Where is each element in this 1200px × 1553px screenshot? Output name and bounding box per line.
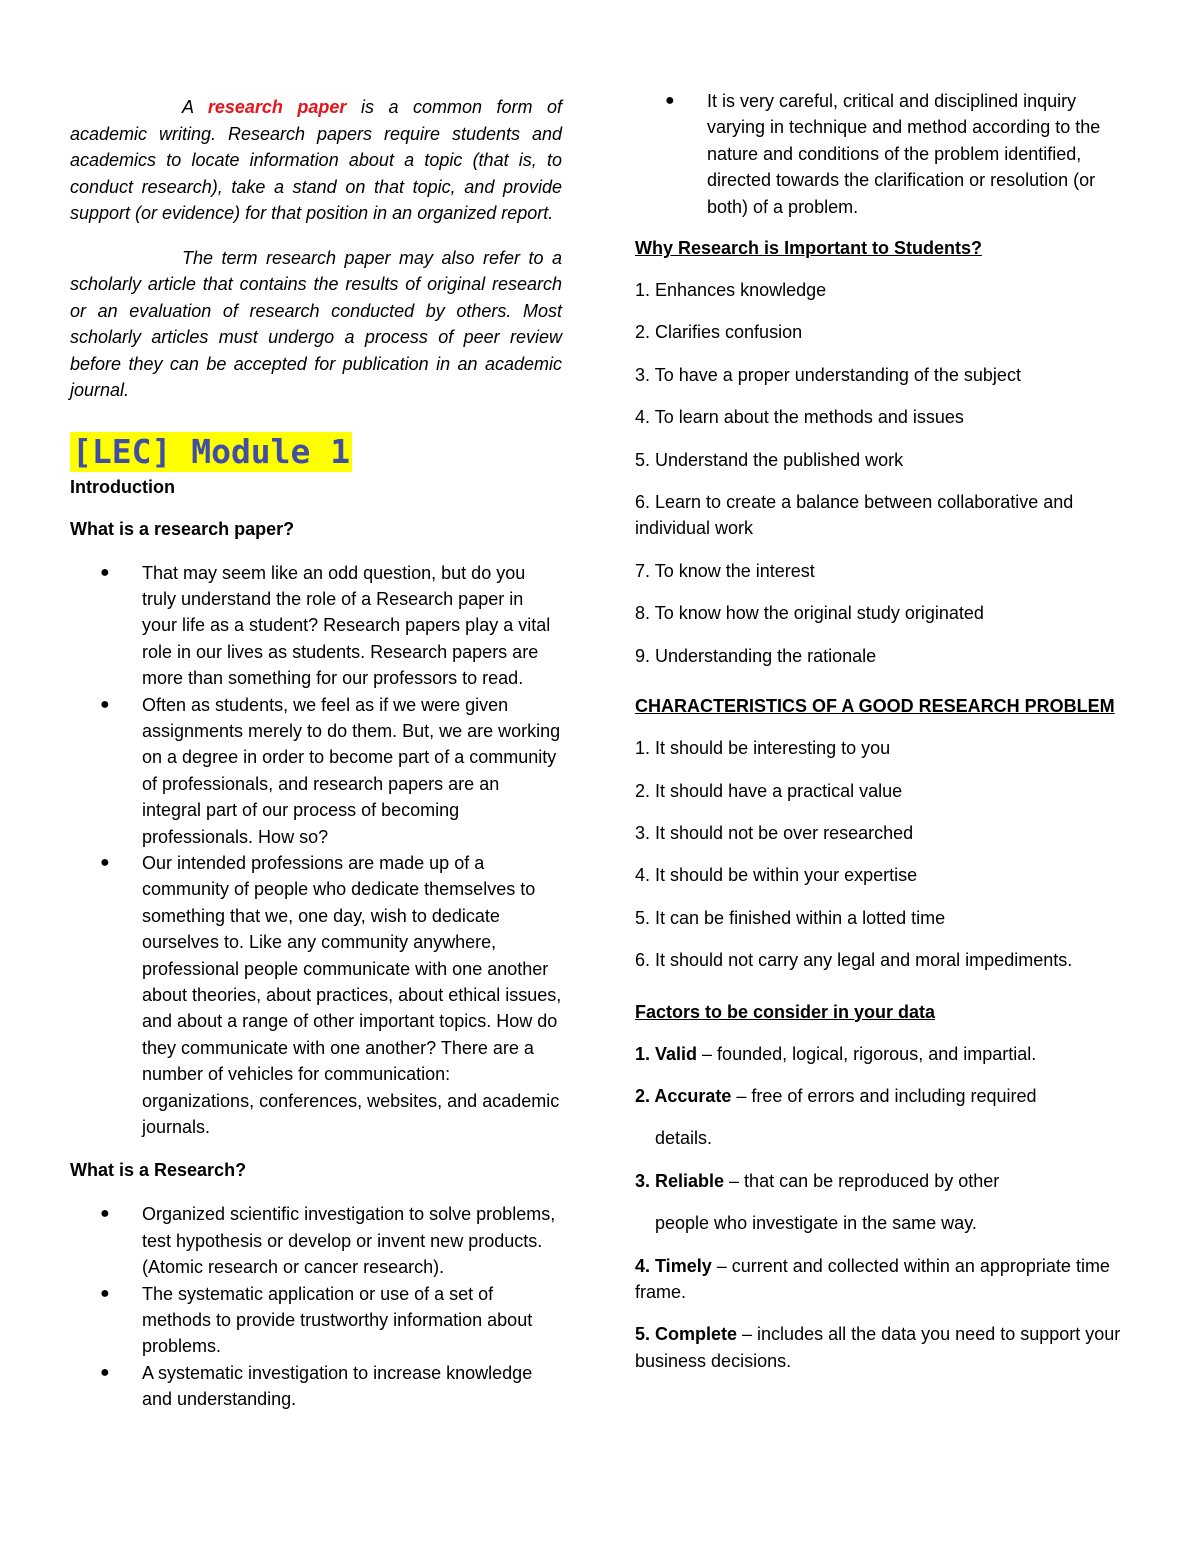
what-is-research-heading: What is a Research? (70, 1160, 247, 1181)
bullet-text: That may seem like an odd question, but do you truly understand the role of a Research paper in your life as a student? Research papers play a vital role in our lives as students. Research papers are more than something for our professors to read. (142, 562, 551, 689)
list-item (635, 489, 1125, 542)
item-text: Learn to create a balance between collaborative and individual work (635, 492, 1074, 539)
item-number: 3. (635, 822, 651, 843)
characteristics-heading: CHARACTERISTICS OF A GOOD RESEARCH PROBLEM (635, 696, 1115, 717)
introduction-heading: Introduction (70, 476, 175, 497)
why-research-heading: Why Research is Important to Students? (635, 238, 983, 259)
factor-continuation: people who investigate in the same way. (655, 1213, 977, 1234)
list-item (635, 905, 1125, 931)
research-definition-bullets (70, 1201, 562, 1412)
list-item (635, 404, 1125, 430)
factors-heading: Factors to be consider in your data (635, 1001, 936, 1022)
item-number: 6. (635, 950, 651, 971)
module-title: [LEC] Module 1 (72, 431, 351, 471)
list-item (635, 319, 1125, 345)
research-inquiry-bullets (635, 88, 1125, 220)
list-item (70, 1281, 562, 1360)
item-text: It should be interesting to you (650, 738, 891, 759)
list-item (635, 362, 1125, 388)
factors-list (635, 1041, 1125, 1375)
research-paper-bullets (70, 560, 562, 1141)
item-text: It should not be over researched (650, 822, 914, 843)
item-text: Understand the published work (650, 449, 904, 470)
left-column (70, 0, 562, 1413)
factor-description: – includes all the data you need to support your business decisions. (635, 1324, 1121, 1371)
item-text: To learn about the methods and issues (650, 407, 964, 428)
factor-term: Timely (650, 1255, 712, 1276)
bullet-icon: ● (100, 1284, 110, 1302)
item-number: 1. (635, 738, 651, 759)
intro-rest: is a common form of academic writing. Research papers require students and academics to locate information about a topic (that is, to conduct research), take a stand on that topic, and provide support (or evidence) for that position in an organized report. (70, 97, 563, 223)
factor-term: Accurate (650, 1085, 732, 1106)
item-number: 9. (635, 645, 651, 666)
item-text: To have a proper understanding of the subject (650, 364, 1021, 385)
factor-description: – that can be reproduced by other (724, 1170, 1000, 1191)
item-number: 5. (635, 449, 651, 470)
list-item (635, 88, 1125, 220)
item-text: It should have a practical value (650, 780, 903, 801)
factor-number: 1. (635, 1043, 651, 1064)
factor-term: Valid (650, 1043, 698, 1064)
factor-item (635, 1083, 1125, 1109)
list-item (70, 560, 562, 692)
item-text: Enhances knowledge (650, 280, 827, 301)
bullet-icon: ● (100, 1205, 110, 1223)
why-research-list (635, 277, 1125, 669)
intro-paragraph-1 (70, 94, 562, 227)
factor-description: – free of errors and including required (731, 1085, 1037, 1106)
factor-continuation: details. (655, 1128, 713, 1149)
factor-number: 2. (635, 1085, 651, 1106)
item-text: To know how the original study originated (650, 603, 984, 624)
factor-number: 3. (635, 1170, 651, 1191)
factor-description: – current and collected within an appropriate time frame. (635, 1255, 1110, 1302)
bullet-icon: ● (665, 92, 675, 109)
bullet-icon: ● (100, 853, 110, 871)
item-number: 8. (635, 603, 651, 624)
factor-number: 4. (635, 1255, 651, 1276)
item-number: 1. (635, 280, 651, 301)
list-item (635, 820, 1125, 846)
list-item (635, 447, 1125, 473)
item-text: To know the interest (650, 560, 815, 581)
bullet-text: It is very careful, critical and disciplined inquiry varying in technique and method according to the nature and conditions of the problem identified, directed towards the clarification or resolution (or both) of a problem. (707, 91, 1101, 217)
item-number: 4. (635, 865, 651, 886)
factor-item (635, 1321, 1125, 1374)
research-paper-highlight: research paper (207, 97, 347, 117)
bullet-icon: ● (100, 695, 110, 713)
factor-item (635, 1168, 1125, 1194)
bullet-icon: ● (100, 1363, 110, 1381)
item-number: 5. (635, 907, 651, 928)
list-item (635, 558, 1125, 584)
factor-item (635, 1253, 1125, 1306)
factor-term: Complete (650, 1324, 738, 1345)
item-number: 6. (635, 492, 651, 513)
list-item (635, 947, 1125, 973)
item-number: 7. (635, 560, 651, 581)
list-item (70, 692, 562, 850)
bullet-text: Our intended professions are made up of a community of people who dedicate themselves to something that we, one day, wish to dedicate ourselves to. Like any community anywhere, professional people communicate with one another about theories, about practices, about ethical issues, and about a range of other important topics. How do they communicate with one another? There are a number of vehicles for communication: organizations, conferences, websites, and academic journals. (142, 852, 562, 1138)
intro-prefix: A (182, 97, 208, 117)
bullet-text: Often as students, we feel as if we were given assignments merely to do them. But, we are working on a degree in order to become part of a community of professionals, and research papers are an integral part of our process of becoming professionals. How so? (142, 694, 561, 847)
list-item (70, 1201, 562, 1280)
item-number: 2. (635, 780, 651, 801)
bullet-text: A systematic investigation to increase knowledge and understanding. (142, 1362, 533, 1410)
list-item (70, 1360, 562, 1413)
intro-paragraph-2: The term research paper may also refer to a scholarly article that contains the results of original research or an evaluation of research conducted by others. Most scholarly articles must undergo a process of peer review before they can be accepted for publication in an academic journal. (70, 247, 562, 400)
factor-number: 5. (635, 1324, 651, 1345)
list-item (635, 735, 1125, 761)
item-text: Understanding the rationale (650, 645, 877, 666)
list-item (635, 643, 1125, 669)
list-item (635, 600, 1125, 626)
item-number: 4. (635, 407, 651, 428)
factor-item (635, 1041, 1125, 1067)
item-text: It can be finished within a lotted time (650, 907, 946, 928)
factor-term: Reliable (650, 1170, 725, 1191)
item-number: 2. (635, 322, 651, 343)
list-item (635, 277, 1125, 303)
bullet-text: Organized scientific investigation to solve problems, test hypothesis or develop or invent new products. (Atomic research or cancer research). (142, 1204, 556, 1278)
right-column (635, 0, 1125, 1374)
what-is-research-paper-heading: What is a research paper? (70, 518, 295, 539)
list-item (635, 862, 1125, 888)
factor-description: – founded, logical, rigorous, and impartial. (697, 1043, 1037, 1064)
bullet-text: The systematic application or use of a set of methods to provide trustworthy information about problems. (142, 1283, 533, 1357)
item-text: It should not carry any legal and moral impediments. (650, 950, 1073, 971)
item-number: 3. (635, 364, 651, 385)
bullet-icon: ● (100, 563, 110, 581)
characteristics-list (635, 735, 1125, 973)
item-text: It should be within your expertise (650, 865, 918, 886)
list-item (70, 850, 562, 1140)
list-item (635, 778, 1125, 804)
item-text: Clarifies confusion (650, 322, 803, 343)
